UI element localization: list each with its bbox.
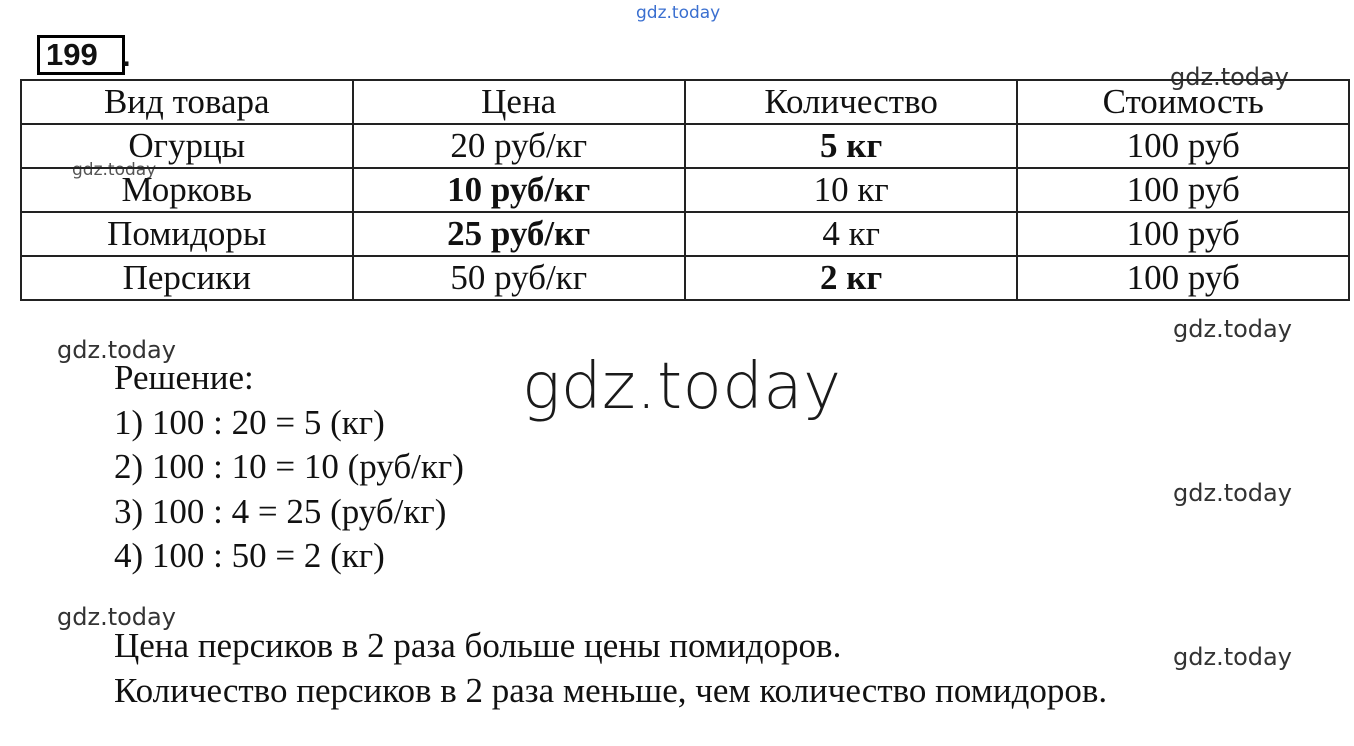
cell-cost: 100 руб bbox=[1017, 168, 1349, 212]
task-number-suffix: . bbox=[122, 38, 131, 73]
watermark-large: gdz.today bbox=[522, 350, 842, 424]
goods-table bbox=[20, 79, 1350, 301]
watermark-small: gdz.today bbox=[1173, 643, 1292, 671]
answer-line: Количество персиков в 2 раза меньше, чем количество помидоров. bbox=[114, 671, 1108, 710]
table-row bbox=[21, 124, 1349, 168]
cell-quantity: 5 кг bbox=[685, 124, 1018, 168]
table-row bbox=[21, 256, 1349, 300]
watermark-small: gdz.today bbox=[57, 336, 176, 364]
task-number: 199 bbox=[37, 35, 125, 75]
cell-item: Огурцы bbox=[21, 124, 353, 168]
watermark-small: gdz.today bbox=[57, 603, 176, 631]
header-item: Вид товара bbox=[21, 80, 353, 124]
solution-step: 1) 100 : 20 = 5 (кг) bbox=[114, 403, 385, 442]
solution-step: 4) 100 : 50 = 2 (кг) bbox=[114, 536, 385, 575]
cell-cost: 100 руб bbox=[1017, 256, 1349, 300]
header-quantity: Количество bbox=[685, 80, 1018, 124]
table-row bbox=[21, 168, 1349, 212]
answer-line: Цена персиков в 2 раза больше цены помидоров. bbox=[114, 626, 842, 665]
header-cost: Стоимость bbox=[1017, 80, 1349, 124]
watermark-small: gdz.today bbox=[1173, 315, 1292, 343]
cell-item: Помидоры bbox=[21, 212, 353, 256]
cell-price: 10 руб/кг bbox=[353, 168, 685, 212]
cell-item: Персики bbox=[21, 256, 353, 300]
watermark-top: gdz.today bbox=[636, 3, 721, 23]
watermark-small: gdz.today bbox=[1130, 63, 1317, 91]
watermark-small: gdz.today bbox=[72, 160, 157, 180]
cell-price: 50 руб/кг bbox=[353, 256, 685, 300]
cell-cost: 100 руб bbox=[1017, 212, 1349, 256]
table-header-row bbox=[21, 80, 1349, 124]
header-price: Цена bbox=[353, 80, 685, 124]
cell-quantity: 2 кг bbox=[685, 256, 1018, 300]
cell-price: 25 руб/кг bbox=[353, 212, 685, 256]
cell-price: 20 руб/кг bbox=[353, 124, 685, 168]
watermark-small: gdz.today bbox=[1173, 479, 1292, 507]
table-row bbox=[21, 212, 1349, 256]
solution-heading: Решение: bbox=[114, 358, 254, 397]
solution-step: 2) 100 : 10 = 10 (руб/кг) bbox=[114, 447, 464, 486]
cell-item: Морковь bbox=[21, 168, 353, 212]
cell-quantity: 10 кг bbox=[685, 168, 1018, 212]
cell-quantity: 4 кг bbox=[685, 212, 1018, 256]
solution-step: 3) 100 : 4 = 25 (руб/кг) bbox=[114, 492, 447, 531]
cell-cost: 100 руб bbox=[1017, 124, 1349, 168]
